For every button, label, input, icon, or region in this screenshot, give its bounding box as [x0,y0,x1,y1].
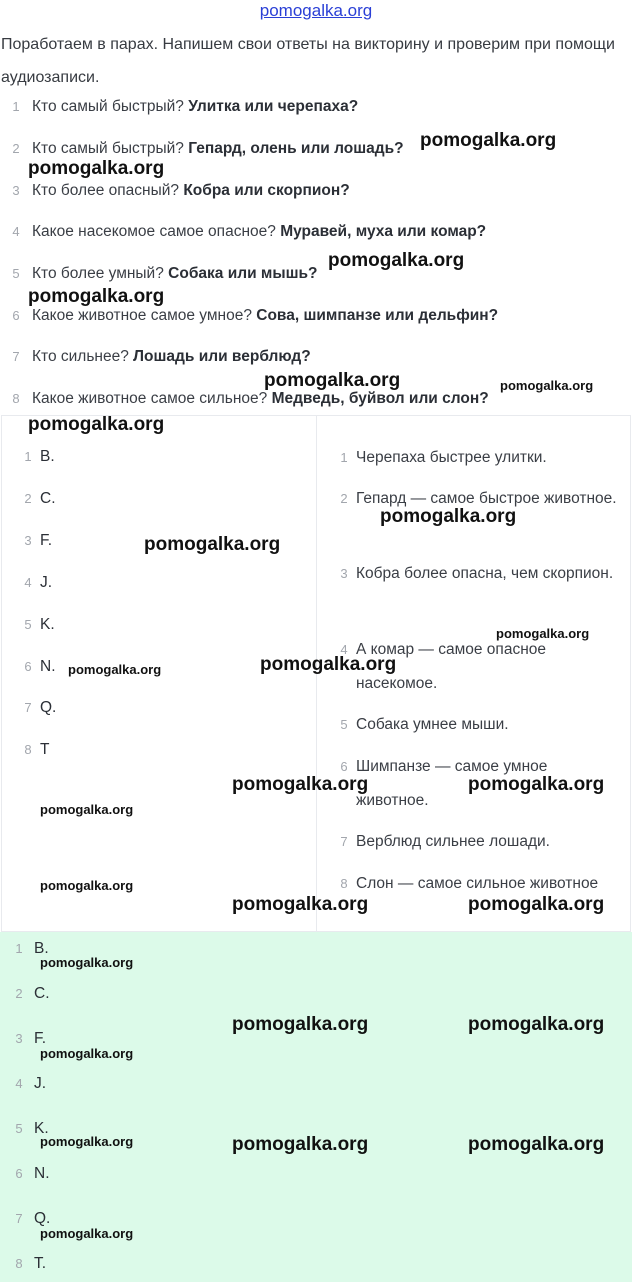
answer-item [4,1249,46,1279]
letter-number: 4 [24,575,32,590]
question-item [0,259,318,289]
watermark: pomogalka.org [28,158,165,179]
statement-number: 7 [340,834,348,849]
watermark: pomogalka.org [28,286,165,307]
question-text: Кто самый быстрый? [32,140,184,157]
question-number: 3 [12,183,20,198]
letter-number: 3 [24,533,32,548]
question-item [0,92,358,122]
question-text: Кто сильнее? [32,348,129,365]
watermark: pomogalka.org [468,894,605,915]
letter-text: B. [40,448,55,465]
question-text: Какое животное самое умное? [32,307,252,324]
question-options: Медведь, буйвол или слон? [271,390,489,407]
answer-number: 5 [15,1121,23,1136]
answer-text: Q. [34,1210,51,1227]
letter-item [16,568,52,598]
statement-number: 4 [340,642,348,657]
statement-item [332,441,628,475]
answer-item [4,979,50,1009]
question-number: 8 [12,391,20,406]
statement-item [332,708,628,742]
question-text: Кто более опасный? [32,182,179,199]
question-number: 4 [12,224,20,239]
statement-number: 2 [340,491,348,506]
letter-item [16,526,52,556]
letter-text: J. [40,574,53,591]
question-options: Кобра или скорпион? [183,182,350,199]
letter-number: 2 [24,491,32,506]
question-text: Какое насекомое самое опасное? [32,223,276,240]
watermark: pomogalka.org [420,130,557,151]
watermark: pomogalka.org [468,1014,605,1035]
question-options: Муравей, муха или комар? [280,223,487,240]
letter-item [16,484,56,514]
watermark: pomogalka.org [496,626,590,641]
statement-text: Слон — самое сильное животное [356,875,599,892]
letter-number: 8 [24,742,32,757]
answer-text: K. [34,1120,49,1137]
statement-number: 6 [340,759,348,774]
statement-number: 1 [340,450,348,465]
letter-item [16,693,56,723]
watermark: pomogalka.org [500,378,594,393]
question-number: 7 [12,349,20,364]
question-item [0,384,489,414]
watermark: pomogalka.org [264,370,401,391]
question-text: Кто самый быстрый? [32,98,184,115]
answer-text: B. [34,940,49,957]
answer-text: N. [34,1165,50,1182]
answer-text: J. [34,1075,47,1092]
site-link[interactable]: pomogalka.org [259,1,373,20]
watermark: pomogalka.org [144,534,281,555]
answer-number: 3 [15,1031,23,1046]
question-text: Кто более умный? [32,265,164,282]
watermark: pomogalka.org [468,774,605,795]
statement-item [332,825,628,859]
question-number: 5 [12,266,20,281]
answer-item [4,1159,50,1189]
answer-text: T. [34,1255,47,1272]
watermark: pomogalka.org [40,878,134,893]
watermark: pomogalka.org [468,1134,605,1155]
statement-text: Собака умнее мыши. [356,716,509,733]
watermark: pomogalka.org [328,250,465,271]
answer-text: C. [34,985,50,1002]
watermark: pomogalka.org [40,955,134,970]
letter-text: F. [40,532,53,549]
answer-text: F. [34,1030,47,1047]
watermark: pomogalka.org [40,1046,134,1061]
question-options: Улитка или черепаха? [188,98,359,115]
answer-number: 6 [15,1166,23,1181]
statement-text: Шимпанзе — самое умное животное. [356,758,548,809]
letter-number: 7 [24,700,32,715]
letter-text: Q. [40,699,57,716]
watermark: pomogalka.org [260,654,397,675]
watermark: pomogalka.org [40,1134,134,1149]
question-options: Лошадь или верблюд? [133,348,311,365]
letter-item [16,442,55,472]
question-number: 2 [12,141,20,156]
watermark: pomogalka.org [28,414,165,435]
statement-number: 3 [340,566,348,581]
question-item [0,176,350,206]
watermark: pomogalka.org [232,774,369,795]
statement-number: 8 [340,876,348,891]
watermark: pomogalka.org [40,1226,134,1241]
letter-text: K. [40,616,55,633]
question-options: Сова, шимпанзе или дельфин? [256,307,499,324]
watermark: pomogalka.org [232,894,369,915]
question-options: Собака или мышь? [168,265,318,282]
question-text: Какое животное самое сильное? [32,390,268,407]
letter-text: N. [40,658,56,675]
watermark: pomogalka.org [40,802,134,817]
question-item [0,342,311,372]
letter-item [16,735,49,765]
answer-number: 2 [15,986,23,1001]
question-options: Гепард, олень или лошадь? [188,140,404,157]
watermark: pomogalka.org [232,1014,369,1035]
watermark: pomogalka.org [380,506,517,527]
statement-text: Кобра более опасна, чем скорпион. [356,565,614,582]
question-number: 6 [12,308,20,323]
letter-text: C. [40,490,56,507]
question-item [0,217,486,247]
watermark: pomogalka.org [232,1134,369,1155]
answer-number: 1 [15,941,23,956]
letter-number: 1 [24,449,32,464]
letter-item [16,652,56,682]
statement-number: 5 [340,717,348,732]
answer-number: 4 [15,1076,23,1091]
question-number: 1 [12,99,20,114]
statement-text: Гепард — самое быстрое животное. [356,490,617,507]
statement-text: А комар — самое опасное насекомое. [356,641,546,692]
letter-item [16,610,55,640]
letter-text: T [40,741,50,758]
intro-text: Поработаем в парах. Напишем свои ответы на викторину и проверим при помощи аудиозаписи. [1,36,615,86]
answer-number: 7 [15,1211,23,1226]
statement-item [332,557,628,591]
answer-number: 8 [15,1256,23,1271]
answer-item [4,1069,46,1099]
statement-text: Верблюд сильнее лошади. [356,833,550,850]
statement-text: Черепаха быстрее улитки. [356,449,547,466]
watermark: pomogalka.org [68,662,162,677]
letter-number: 6 [24,659,32,674]
letter-number: 5 [24,617,32,632]
